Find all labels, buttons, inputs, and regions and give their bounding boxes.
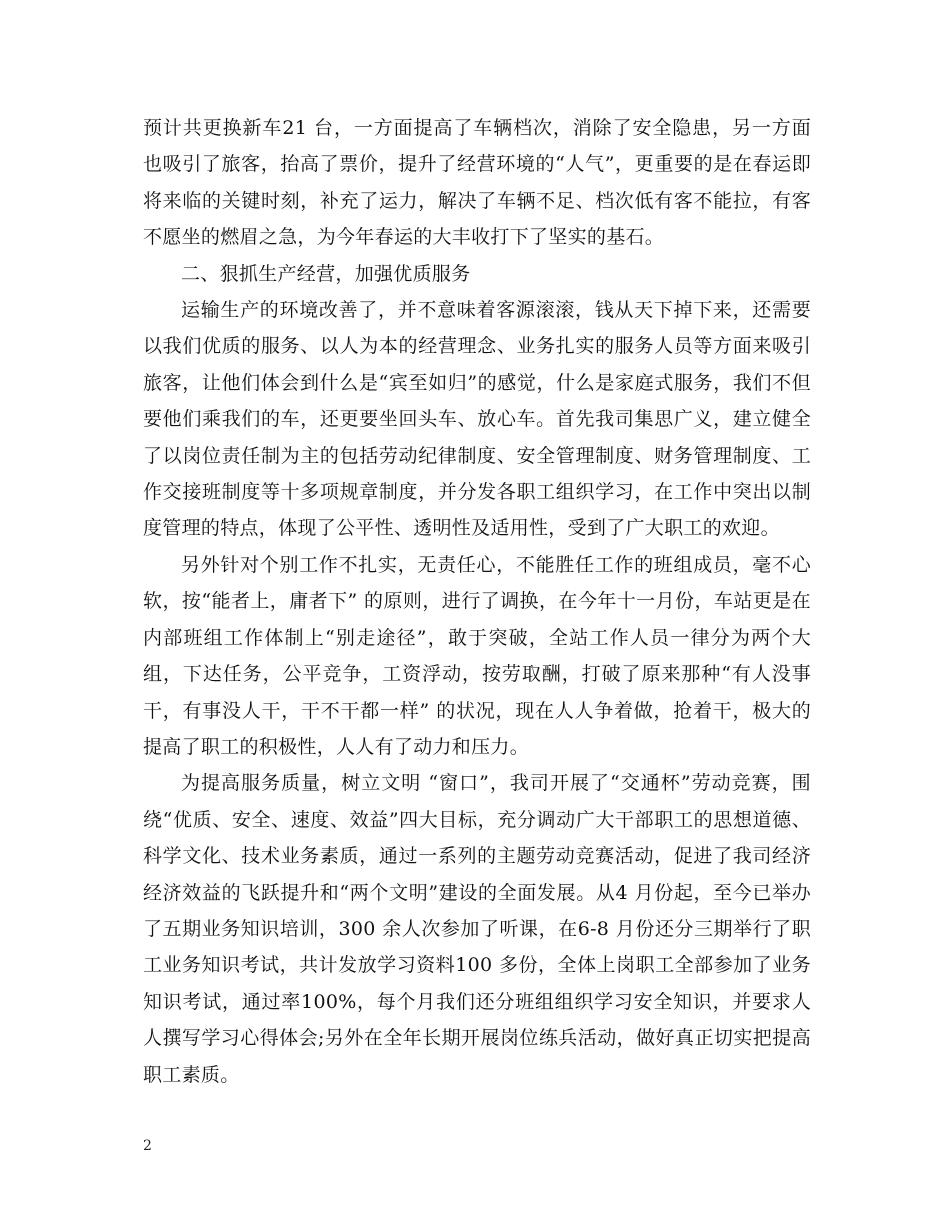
section-heading: 二、狠抓生产经营，加强优质服务	[181, 262, 471, 285]
paragraph-continuation: 预计共更换新车21 台，一方面提高了车辆档次，消除了安全隐患，另一方面也吸引了旅客，抬高了票价，提升了经营环境的“人气”，更重要的是在春运即将来临的关键时刻，补充了运力，解决了车辆不足、档次低有客不能拉，有客不愿坐的燃眉之急，为今年春运的大丰收打下了坚实的基石。	[143, 117, 811, 249]
paragraph-service: 为提高服务质量，树立文明 “窗口”，我司开展了“交通杯”劳动竞赛，围绕“优质、安全、速度、效益”四大目标，充分调动广大干部职工的思想道德、科学文化、技术业务素质，通过一系列的主题劳动竞赛活动，促进了我司经济经济效益的飞跃提升和“两个文明”建设的全面发展。从4 月份起，至今已举办了五期业务知识培训，300 余人次参加了听课，在6-8 月份还分三期举行了职工业务知识考试，共计发放学习资料100 多份，全体上岗职工全部参加了业务知识考试，通过率100%，每个月我们还分班组组织学习安全知识，并要求人人撰写学习心得体会;另外在全年长期开展岗位练兵活动，做好真正切实把提高职工素质。	[143, 772, 811, 1086]
page-body	[143, 110, 811, 1093]
paragraph-reform: 另外针对个别工作不扎实，无责任心，不能胜任工作的班组成员，毫不心软，按“能者上，庸者下” 的原则，进行了调换，在今年十一月份，车站更是在内部班组工作体制上“别走途径”，敢于突破，全站工作人员一律分为两个大组，下达任务，公平竞争，工资浮动，按劳取酬，打破了原来那种“有人没事干，有事没人干，干不干都一样” 的状况，现在人人争着做，抢着干，极大的提高了职工的积极性，人人有了动力和压力。	[143, 553, 811, 758]
page-number: 2	[143, 1138, 152, 1154]
paragraph-environment: 运输生产的环境改善了，并不意味着客源滚滚，钱从天下掉下来，还需要以我们优质的服务、以人为本的经营理念、业务扎实的服务人员等方面来吸引旅客，让他们体会到什么是“宾至如归”的感觉，什么是家庭式服务，我们不但要他们乘我们的车，还更要坐回头车、放心车。首先我司集思广义，建立健全了以岗位责任制为主的包括劳动纪律制度、安全管理制度、财务管理制度、工作交接班制度等十多项规章制度，并分发各职工组织学习，在工作中突出以制度管理的特点，体现了公平性、透明性及适用性，受到了广大职工的欢迎。	[143, 299, 811, 540]
